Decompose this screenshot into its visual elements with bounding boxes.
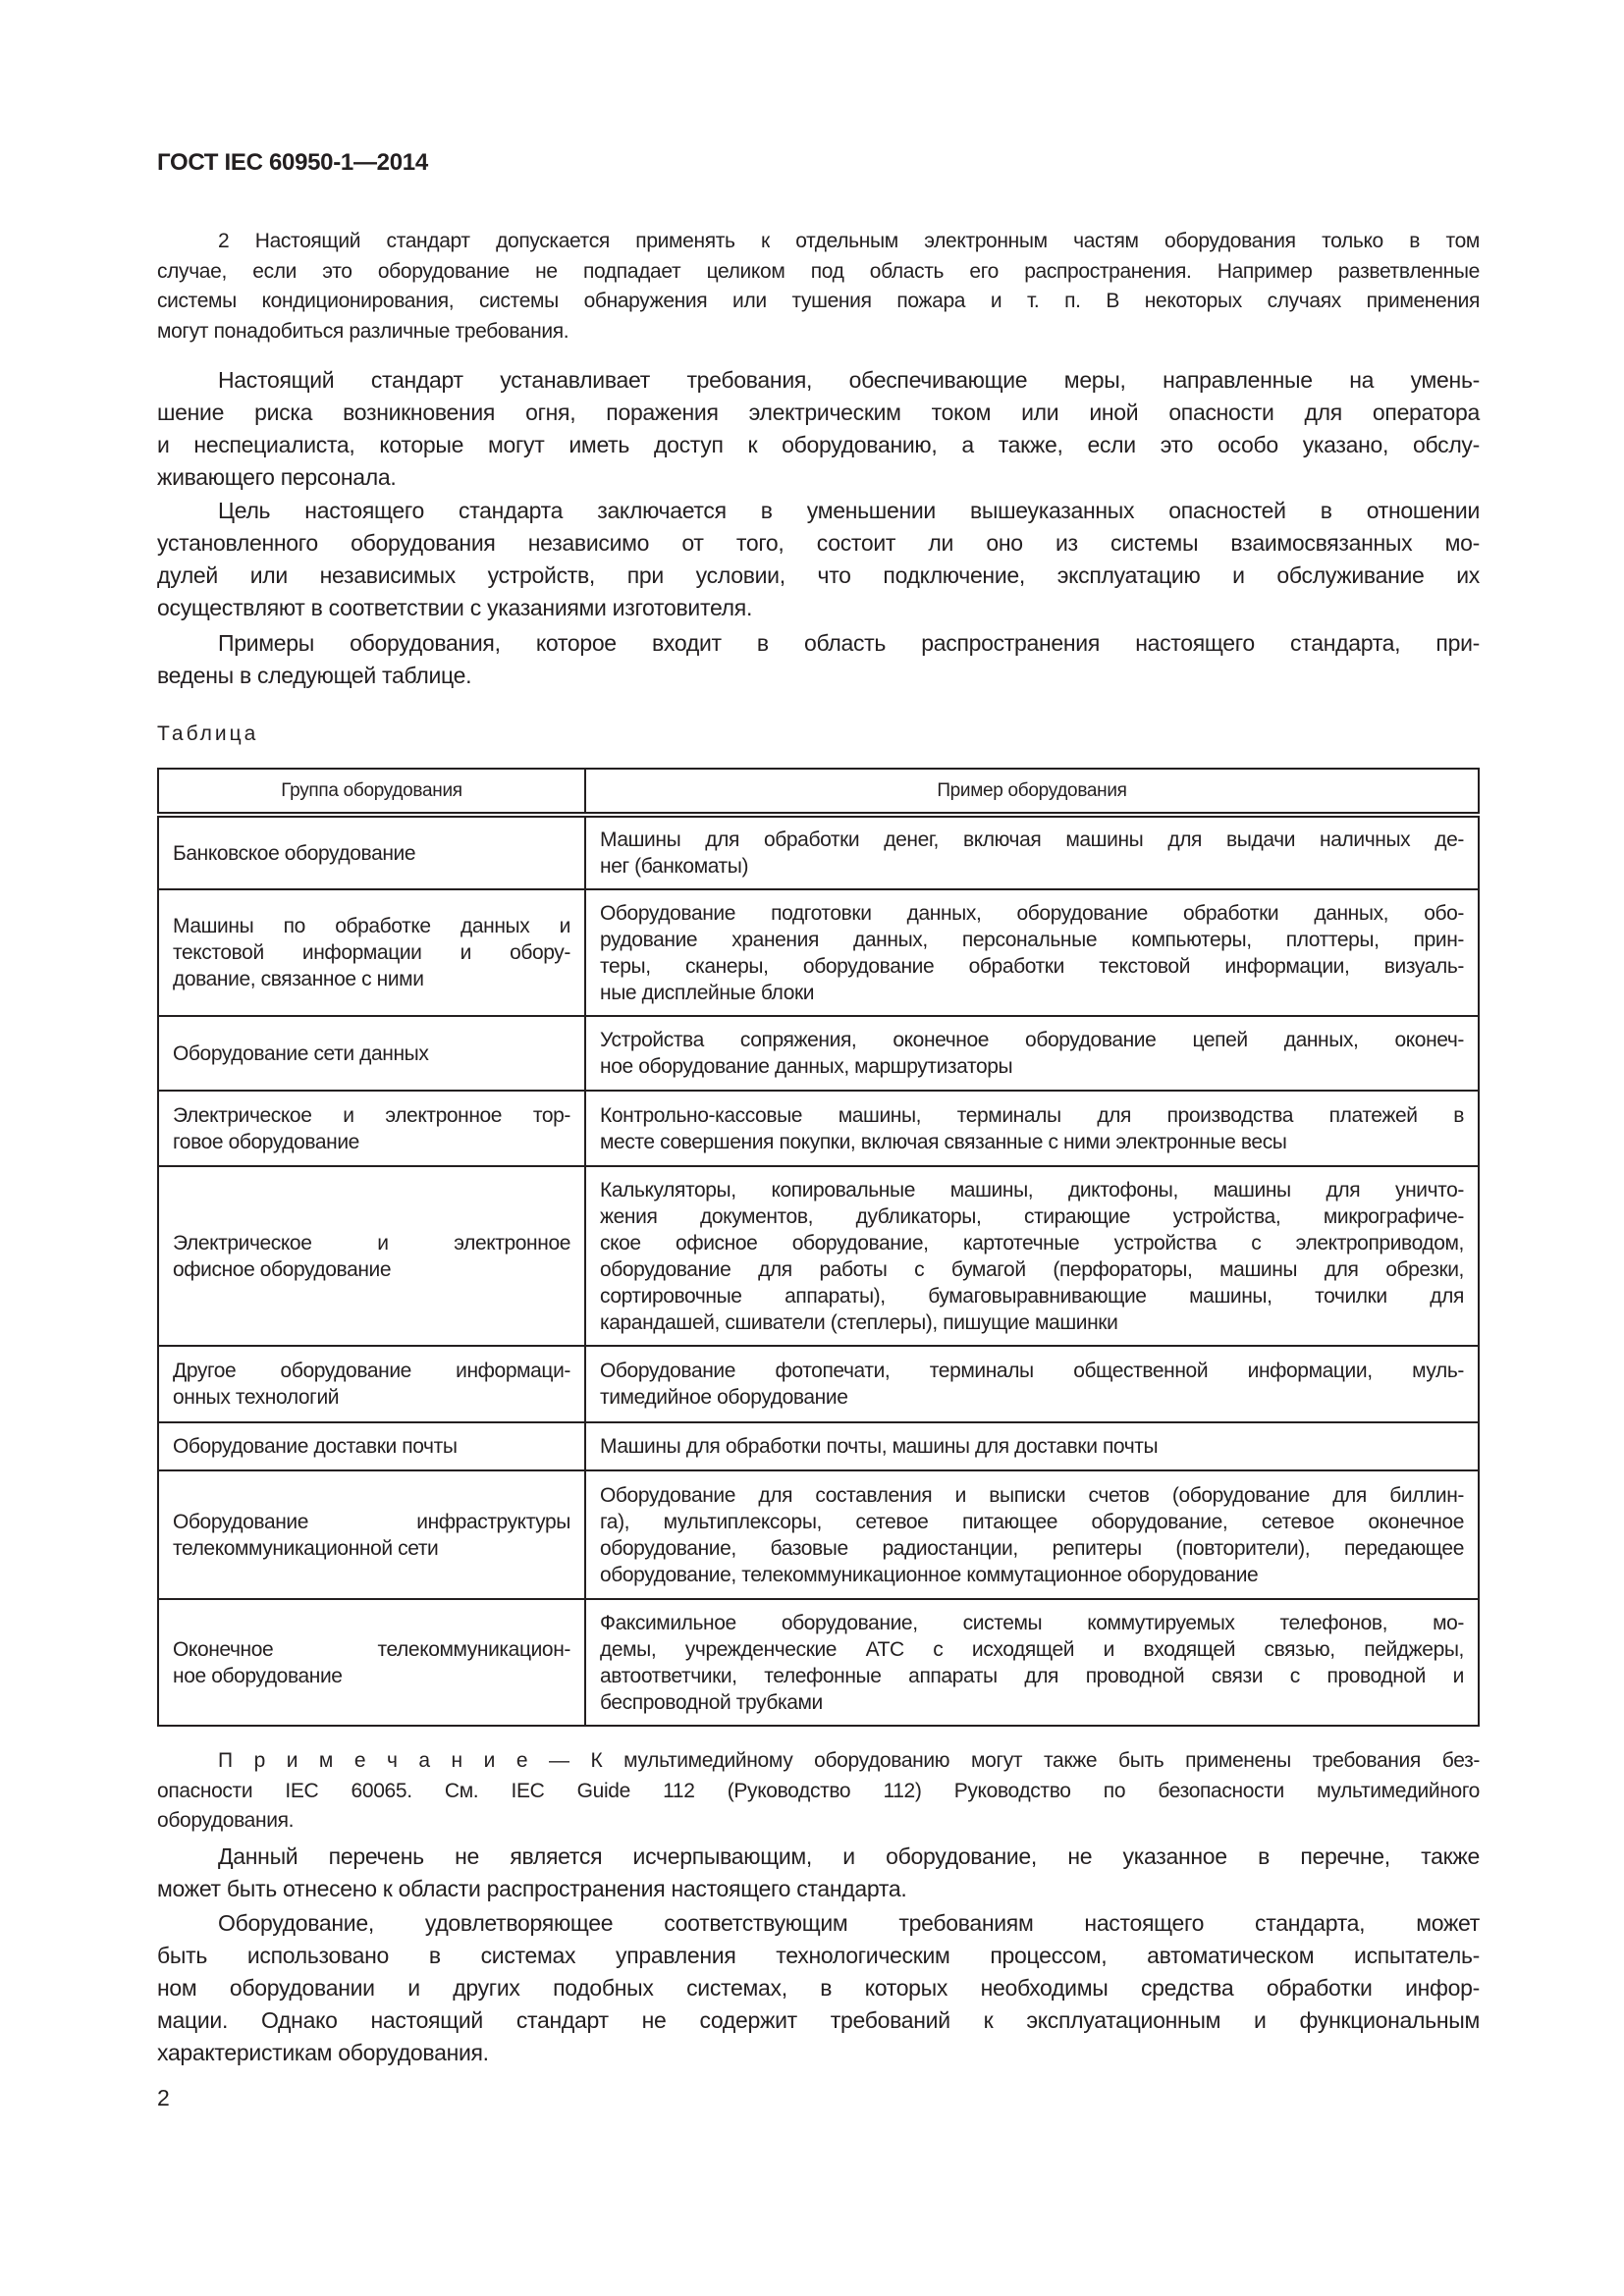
- text-line: рудование хранения данных, персональные компьютеры, плоттеры, прин-: [600, 928, 1464, 951]
- cell-equipment-group: [158, 1166, 585, 1346]
- text-line: сортировочные аппараты), бумаговыравнивающие машины, точилки для: [600, 1284, 1464, 1308]
- text-line: ведены в следующей таблице.: [157, 663, 472, 688]
- paragraph-examples-intro: [157, 627, 1480, 692]
- text-line: может быть отнесено к области распространения настоящего стандарта.: [157, 1876, 907, 1901]
- column-header-example: Пример оборудования: [585, 769, 1479, 815]
- text-line: осуществляют в соответствии с указаниями изготовителя.: [157, 595, 753, 620]
- cell-equipment-group: [158, 1346, 585, 1422]
- table-row: [158, 1091, 1479, 1166]
- text-line: беспроводной трубками: [600, 1690, 823, 1714]
- cell-equipment-example: [585, 1166, 1479, 1346]
- text-line: нег (банкоматы): [600, 855, 749, 878]
- text-line: живающего персонала.: [157, 464, 397, 490]
- text-line: демы, учрежденческие АТС с исходящей и входящей связью, пейджеры,: [600, 1637, 1464, 1661]
- text-line: Оборудование инфраструктуры: [173, 1510, 570, 1533]
- cell-equipment-group: [158, 1091, 585, 1166]
- text-line: Оборудование фотопечати, терминалы общественной информации, муль-: [600, 1360, 1464, 1382]
- text-line: Устройства сопряжения, оконечное оборудование цепей данных, оконеч-: [600, 1029, 1464, 1051]
- text-line: оборудование, базовые радиостанции, репитеры (повторители), передающее: [600, 1536, 1464, 1560]
- text-line: шение риска возникновения огня, поражения электрическим током или иной опасности для оператора: [157, 400, 1480, 425]
- text-line: карандашей, сшиватели (степлеры), пишущие машинки: [600, 1310, 1118, 1334]
- text-line: Данный перечень не является исчерпывающим, и оборудование, не указанное в перечне, также: [218, 1843, 1480, 1869]
- cell-equipment-example: [585, 815, 1479, 889]
- text-line: Калькуляторы, копировальные машины, диктофоны, машины для уничто-: [600, 1178, 1464, 1201]
- text-line: Оборудование подготовки данных, оборудование обработки данных, обо-: [600, 901, 1464, 925]
- document-title: ГОСТ IEC 60950-1—2014: [157, 149, 428, 176]
- table-row: [158, 815, 1479, 889]
- text-line: жения документов, дубликаторы, стирающие устройства, микрографиче-: [600, 1204, 1464, 1228]
- text-line: Примеры оборудования, которое входит в область распространения настоящего стандарта, при-: [218, 630, 1480, 656]
- cell-equipment-group: [158, 1599, 585, 1726]
- text-line: текстовой информации и обору-: [173, 941, 570, 964]
- text-line: Факсимильное оборудование, системы коммутируемых телефонов, мо-: [600, 1611, 1464, 1634]
- table-row: [158, 1470, 1479, 1599]
- text-line: Машины по обработке данных и: [173, 915, 570, 937]
- page-number: 2: [157, 2085, 170, 2110]
- text-line: телекоммуникационной сети: [173, 1536, 439, 1560]
- cell-equipment-group: [158, 1470, 585, 1599]
- text-line: ское офисное оборудование, картотечные устройства с электроприводом,: [600, 1231, 1464, 1255]
- text-line: Банковское оборудование: [173, 841, 416, 865]
- table-row: [158, 889, 1479, 1016]
- cell-equipment-group: [158, 1016, 585, 1091]
- cell-equipment-example: [585, 1091, 1479, 1166]
- column-header-group: Группа оборудования: [158, 769, 585, 815]
- text-line: ное оборудование данных, маршрутизаторы: [600, 1055, 1013, 1078]
- text-line: ном оборудовании и других подобных системах, в которых необходимы средства обработки инфор-: [157, 1975, 1480, 2001]
- table-row: [158, 1166, 1479, 1346]
- text-line: системы кондиционирования, системы обнаружения или тушения пожара и т. п. В некоторых случаях применения: [157, 290, 1480, 312]
- text-line: Машины для обработки денег, включая машины для выдачи наличных де-: [600, 828, 1464, 851]
- text-line: характеристикам оборудования.: [157, 2040, 489, 2065]
- text-line: Электрическое и электронное: [173, 1231, 570, 1255]
- text-line: Цель настоящего стандарта заключается в уменьшении вышеуказанных опасностей в отношении: [218, 498, 1480, 523]
- text-line: Оборудование для составления и выписки счетов (оборудование для биллин-: [600, 1483, 1464, 1507]
- text-line: оборудование, телекоммуникационное коммутационное оборудование: [600, 1563, 1259, 1586]
- table-row: [158, 1346, 1479, 1422]
- table-row: [158, 1599, 1479, 1726]
- text-line: мации. Однако настоящий стандарт не содержит требований к эксплуатационным и функциональным: [157, 2007, 1480, 2033]
- paragraph-applicability: [157, 1907, 1480, 2069]
- text-line: быть использовано в системах управления технологическим процессом, автоматическом испытатель-: [157, 1943, 1480, 1968]
- text-line: месте совершения покупки, включая связанные с ними электронные весы: [600, 1130, 1287, 1153]
- table-row: [158, 1422, 1479, 1470]
- text-line: оборудование для работы с бумагой (перфораторы, машины для обрезки,: [600, 1257, 1464, 1281]
- paragraph-list-not-exhaustive: [157, 1841, 1480, 1905]
- equipment-table: [157, 768, 1480, 1727]
- text-line: Машины для обработки почты, машины для доставки почты: [600, 1435, 1159, 1458]
- cell-equipment-group: [158, 889, 585, 1016]
- cell-equipment-group: [158, 815, 585, 889]
- cell-equipment-example: [585, 1470, 1479, 1599]
- cell-equipment-example: [585, 1016, 1479, 1091]
- text-line: говое оборудование: [173, 1130, 359, 1153]
- paragraph-requirements: [157, 364, 1480, 494]
- cell-equipment-example: [585, 1346, 1479, 1422]
- text-line: П р и м е ч а н и е — К мультимедийному оборудованию могут также быть применены требования без-: [218, 1749, 1480, 1772]
- text-line: установленного оборудования независимо от того, состоит ли оно из системы взаимосвязанных мо-: [157, 530, 1480, 556]
- text-line: дулей или независимых устройств, при условии, что подключение, эксплуатацию и обслуживание их: [157, 562, 1480, 588]
- text-line: 2 Настоящий стандарт допускается применять к отдельным электронным частям оборудования только в том: [218, 230, 1480, 252]
- paragraph-purpose: [157, 495, 1480, 624]
- text-line: Оборудование, удовлетворяющее соответствующим требованиям настоящего стандарта, может: [218, 1910, 1480, 1936]
- text-line: дование, связанное с ними: [173, 968, 424, 990]
- text-line: Электрическое и электронное тор-: [173, 1103, 570, 1127]
- text-line: га), мультиплексоры, сетевое питающее оборудование, сетевое оконечное: [600, 1510, 1464, 1533]
- text-line: Настоящий стандарт устанавливает требования, обеспечивающие меры, направленные на умень-: [218, 367, 1480, 393]
- cell-equipment-example: [585, 1422, 1479, 1470]
- cell-equipment-example: [585, 889, 1479, 1016]
- text-line: могут понадобиться различные требования.: [157, 319, 569, 343]
- text-line: Оборудование доставки почты: [173, 1435, 458, 1458]
- text-line: и неспециалиста, которые могут иметь доступ к оборудованию, а также, если это особо указано, обслу-: [157, 432, 1480, 457]
- text-line: опасности IEC 60065. См. IEC Guide 112 (Руководство 112) Руководство по безопасности мультимедийного: [157, 1779, 1480, 1802]
- text-line: оборудования.: [157, 1809, 295, 1832]
- cell-equipment-example: [585, 1599, 1479, 1726]
- text-line: Оборудование сети данных: [173, 1041, 429, 1065]
- text-line: Контрольно-кассовые машины, терминалы для производства платежей в: [600, 1103, 1464, 1127]
- paragraph-scope-note: [157, 227, 1480, 347]
- table-caption: Таблица: [157, 722, 259, 745]
- text-line: теры, сканеры, оборудование обработки текстовой информации, визуаль-: [600, 954, 1464, 978]
- text-line: случае, если это оборудование не подпадает целиком под область его распространения. Например разветвленные: [157, 259, 1480, 283]
- table-note: [157, 1746, 1480, 1837]
- table-header-row: [158, 769, 1479, 815]
- text-line: Другое оборудование информаци-: [173, 1360, 570, 1382]
- text-line: ные дисплейные блоки: [600, 981, 815, 1004]
- text-line: автоответчики, телефонные аппараты для проводной связи с проводной и: [600, 1664, 1464, 1687]
- table-row: [158, 1016, 1479, 1091]
- text-line: офисное оборудование: [173, 1257, 392, 1281]
- text-line: Оконечное телекоммуникацион-: [173, 1637, 570, 1661]
- text-line: тимедийное оборудование: [600, 1386, 848, 1409]
- text-line: ное оборудование: [173, 1664, 343, 1687]
- cell-equipment-group: [158, 1422, 585, 1470]
- text-line: онных технологий: [173, 1386, 340, 1409]
